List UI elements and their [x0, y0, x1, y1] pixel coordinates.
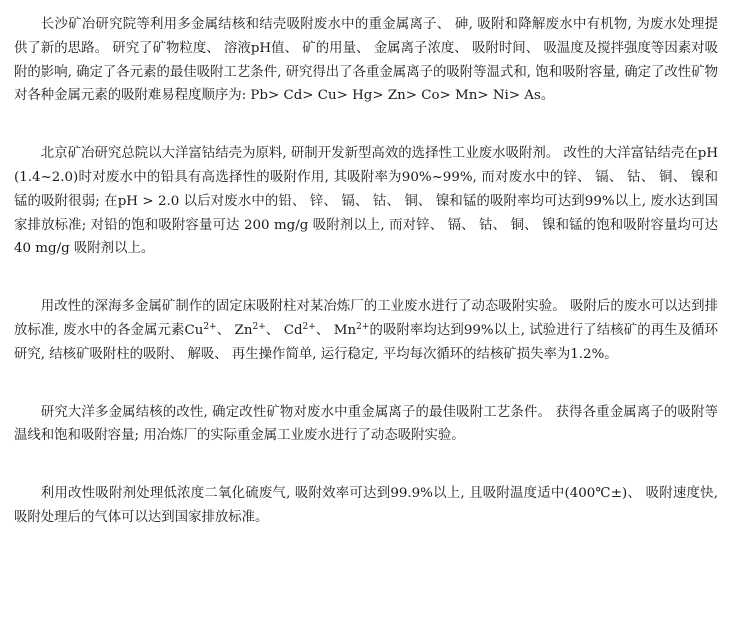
paragraph-3-text-b: 、 Zn: [216, 322, 253, 338]
mn-charge: 2+: [356, 321, 370, 332]
cd-charge: 2+: [302, 321, 316, 332]
paragraph-3-text-a: 用改性的深海多金属矿制作的固定床吸附柱对某冶炼厂的工业废水进行了动态吸附实验。 吸附后的废水可以达到排放标准, 废水中的各金属元素Cu: [14, 299, 718, 338]
zn-charge: 2+: [252, 321, 266, 332]
paragraph-2: 北京矿冶研究总院以大洋富钴结壳为原料, 研制开发新型高效的选择性工业废水吸附剂。 改性的大洋富钴结壳在pH(1.4~2.0)时对废水中的铅具有高选择性的吸附作用, 其吸附率为90%~99%, 而对废水中的锌、 镉、 钴、 铜、 镍和锰的吸附很弱; 在pH > 2.0 以后对废水中的铅、 锌、 镉、 钴、 铜、 镍和锰的吸附率均可达到99%以上, 废水达到国家排放标准; 对铅的饱和吸附容量可达 200 mg/g 吸附剂以上, 而对锌、 镉、 钴、 铜、 镍和锰的饱和吸附容量均可达40 mg/g 吸附剂以上。: [14, 146, 718, 257]
paragraph-3-text-d: 、 Mn: [315, 322, 357, 338]
paragraph-3-text-c: 、 Cd: [265, 322, 303, 338]
paragraph-1: 长沙矿冶研究院等利用多金属结核和结壳吸附废水中的重金属离子、 砷, 吸附和降解废水中有机物, 为废水处理提供了新的思路。 研究了矿物粒度、 溶液pH值、 矿的用量、 金属离子浓度、 吸附时间、 吸温度及搅拌强度等因素对吸附的影响, 确定了各元素的最佳吸附工艺条件, 研究得出了各重金属离子的吸附等温式和, 饱和吸附容量, 确定了改性矿物对各种金属元素的吸附难易程度顺序为: Pb> Cd> Cu> Hg> Zn> Co> Mn> Ni> As。: [14, 17, 718, 104]
cu-charge: 2+: [203, 321, 217, 332]
paragraph-3-text-e: 的吸附率均达到99%以上, 试验进行了结核矿的再生及循环研究, 结核矿吸附柱的吸附、 解吸、 再生操作简单, 运行稳定, 平均每次循环的结核矿损失率为1.2%。: [14, 322, 719, 362]
document-body: [14, 13, 718, 530]
paragraph-5: 利用改性吸附剂处理低浓度二氧化硫废气, 吸附效率可达到99.9%以上, 且吸附温度适中(400℃±)、 吸附速度快, 吸附处理后的气体可以达到国家排放标准。: [14, 486, 718, 525]
paragraph-3: [14, 295, 718, 366]
paragraph-4: 研究大洋多金属结核的改性, 确定改性矿物对废水中重金属离子的最佳吸附工艺条件。 获得各重金属离子的吸附等温线和饱和吸附容量; 用冶炼厂的实际重金属工业废水进行了动态吸附实验。: [14, 404, 718, 444]
